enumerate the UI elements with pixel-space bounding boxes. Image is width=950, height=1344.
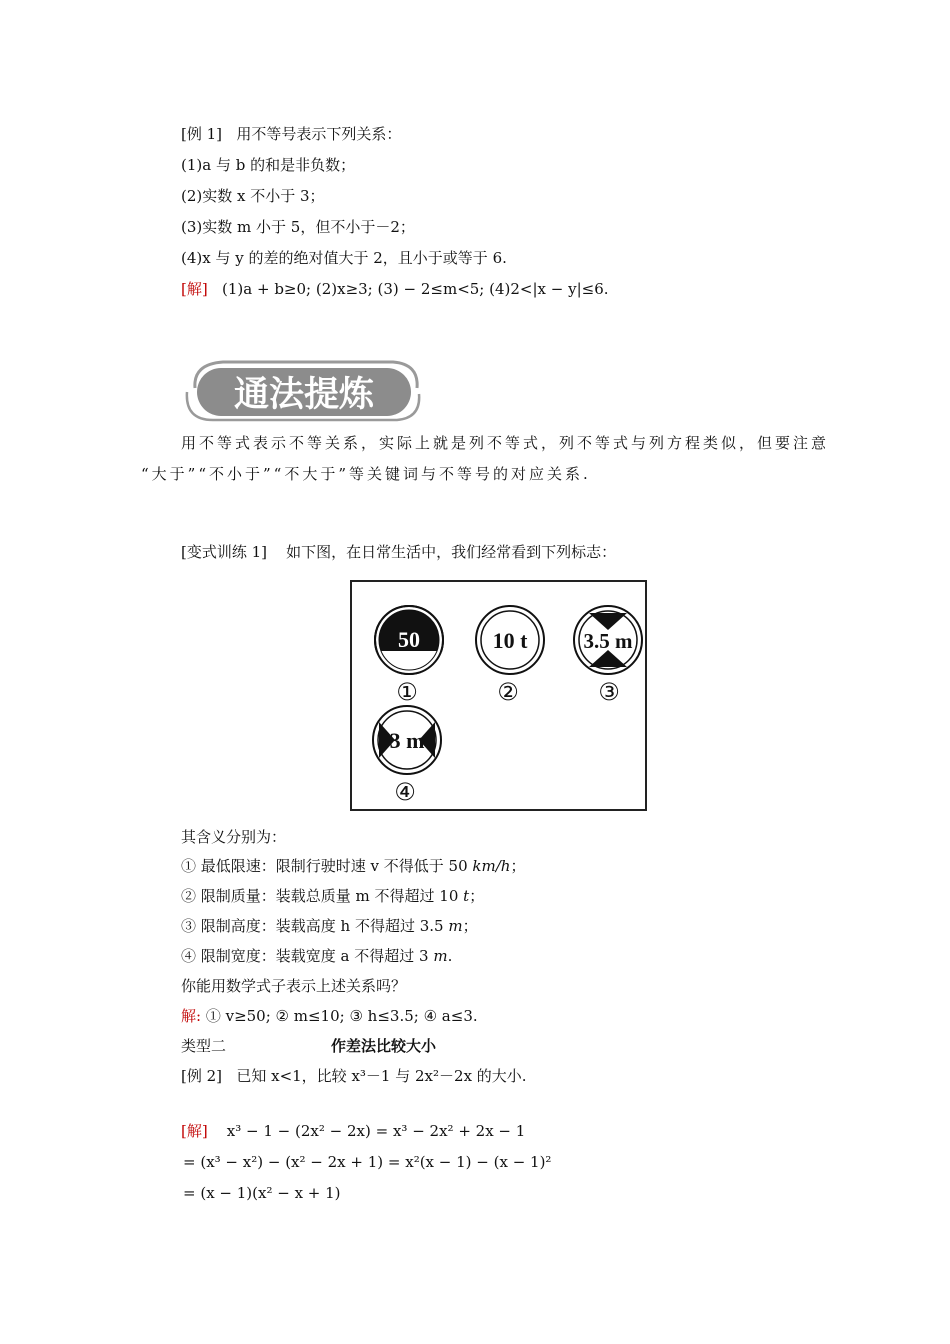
method-line-1: 用不等式表示不等关系，实际上就是列不等式，列不等式与列方程类似，但要注意 xyxy=(181,434,830,452)
meaning-2-text: ② 限制质量：装载总质量 m 不得超过 10 xyxy=(181,887,464,905)
meaning-item-3 xyxy=(181,916,478,936)
example1-solution xyxy=(181,279,609,299)
meaning-1-text: ① 最低限速：限制行驶时速 v 不得低于 50 xyxy=(181,857,473,875)
example1-prompt: 用不等号表示下列关系： xyxy=(236,125,402,143)
meaning-1-unit: km/h xyxy=(472,857,511,875)
meaning-1-end: ； xyxy=(510,857,526,875)
example2-solution-line-1 xyxy=(181,1121,525,1141)
sign-3-text: 3.5 m xyxy=(583,629,633,653)
answer-text: ① v≥50; ② m≤10; ③ h≤3.5; ④ a≤3. xyxy=(201,1007,478,1025)
height-limit-sign xyxy=(574,606,642,674)
type2-label: 类型二 xyxy=(181,1037,227,1055)
sign-1-text: 50 xyxy=(398,627,420,652)
sign-2-label: ② xyxy=(497,678,519,706)
example2-step-2: = (x³ − x²) − (x² − 2x + 1) = x²(x − 1) − (x − 1)² xyxy=(183,1153,552,1171)
meaning-2-end: ； xyxy=(469,887,485,905)
sign-2-text: 10 t xyxy=(492,628,528,653)
solution-label: [解] xyxy=(181,280,208,298)
example2-heading xyxy=(181,1066,527,1086)
answer-label: 解: xyxy=(181,1007,202,1025)
meaning-4-end: . xyxy=(447,947,453,965)
variant-header: [变式训练 1] xyxy=(181,543,268,561)
traffic-signs-figure xyxy=(350,580,647,811)
variant-heading xyxy=(181,542,616,562)
meaning-2-unit: t xyxy=(463,887,470,905)
width-limit-sign xyxy=(373,706,441,774)
sign-4-text: 3 m xyxy=(389,728,425,753)
meanings-intro: 其含义分别为： xyxy=(181,828,287,846)
sign-3-label: ③ xyxy=(598,678,620,706)
method-line-2: “大于”“不小于”“不大于”等关键词与不等号的对应关系. xyxy=(141,465,591,483)
example2-step-1: x³ − 1 − (2x² − 2x) = x³ − 2x² + 2x − 1 xyxy=(226,1122,526,1140)
sign-4-label: ④ xyxy=(394,778,416,806)
variant-prompt: 如下图，在日常生活中，我们经常看到下列标志： xyxy=(286,543,617,561)
meaning-item-2 xyxy=(181,886,484,906)
method-summary-banner xyxy=(183,358,423,424)
example1-header: [例 1] xyxy=(181,125,223,143)
weight-limit-sign xyxy=(476,606,544,674)
meaning-4-unit: m xyxy=(433,947,448,965)
example1-item-3: (3)实数 m 小于 5，但不小于－2； xyxy=(181,218,415,236)
example2-solution-label: [解] xyxy=(181,1122,208,1140)
type2-title: 作差法比较大小 xyxy=(331,1037,437,1055)
example1-item-2: (2)实数 x 不小于 3； xyxy=(181,187,325,205)
meaning-item-4 xyxy=(181,946,452,966)
meanings-question: 你能用数学式子表示上述关系吗？ xyxy=(181,977,407,995)
meaning-4-text: ④ 限制宽度：装载宽度 a 不得超过 3 xyxy=(181,947,434,965)
solution-text: (1)a + b≥0; (2)x≥3; (3) − 2≤m<5; (4)2<|x − y|≤6. xyxy=(222,280,609,298)
example1-heading xyxy=(181,124,401,144)
meaning-3-text: ③ 限制高度：装载高度 h 不得超过 3.5 xyxy=(181,917,449,935)
example2-step-3: = (x − 1)(x² − x + 1) xyxy=(183,1184,341,1202)
min-speed-sign xyxy=(375,606,443,674)
sign-1-label: ① xyxy=(396,678,418,706)
meanings-answer xyxy=(181,1006,478,1026)
example2-prompt: 已知 x<1，比较 x³－1 与 2x²－2x 的大小. xyxy=(236,1067,527,1085)
banner-text: 通法提炼 xyxy=(233,375,375,415)
example1-item-4: (4)x 与 y 的差的绝对值大于 2，且小于或等于 6. xyxy=(181,249,507,267)
example2-header: [例 2] xyxy=(181,1067,223,1085)
traffic-signs-svg xyxy=(352,582,645,809)
meaning-3-unit: m xyxy=(448,917,463,935)
example1-item-1: (1)a 与 b 的和是非负数； xyxy=(181,156,356,174)
meaning-item-1 xyxy=(181,856,525,876)
meaning-3-end: ； xyxy=(462,917,478,935)
